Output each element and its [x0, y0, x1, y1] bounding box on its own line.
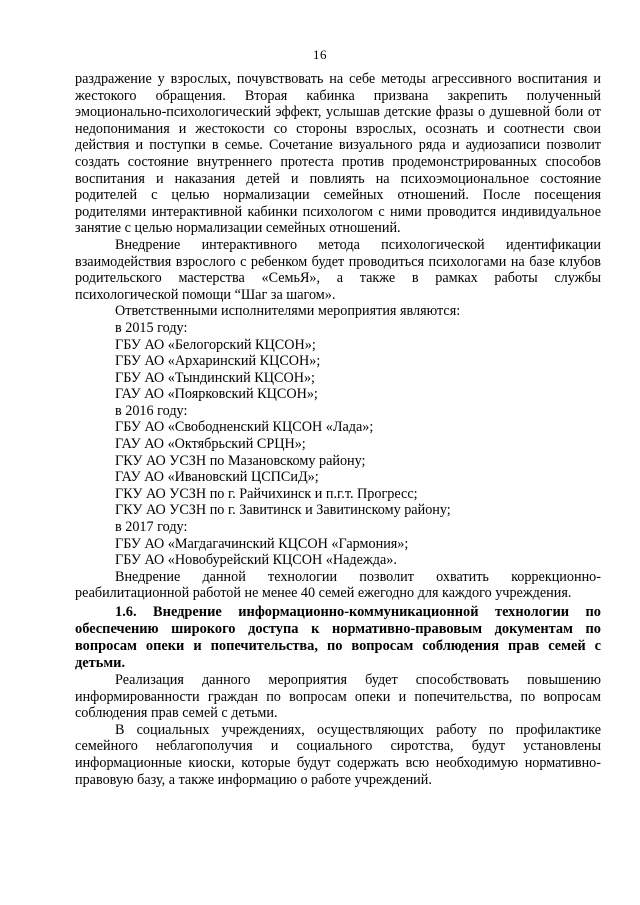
list-item: ГБУ АО «Архаринский КЦСОН»; — [115, 353, 321, 370]
list-item: ГКУ АО УСЗН по Мазановскому району; — [115, 452, 366, 469]
year-block-2017 — [75, 519, 601, 569]
paragraph-method-implementation: Внедрение интерактивного метода психологической идентификации взаимодействия взрослого с ребенком будет проводиться психологами на базе клубов родительского мастерства «СемьЯ», а также в рамках работы службы психологической помощи “Шаг за шагом». — [75, 236, 601, 303]
list-item: ГБУ АО «Белогорский КЦСОН»; — [115, 336, 316, 353]
list-item: ГКУ АО УСЗН по г. Райчихинск и п.г.т. Прогресс; — [115, 485, 418, 502]
paragraph-coverage: Внедрение данной технологии позволит охватить коррекционно-реабилитационной работой не менее 40 семей ежегодно для каждого учреждения. — [75, 568, 601, 602]
paragraph-awareness: Реализация данного мероприятия будет способствовать повышению информированности граждан по вопросам опеки и попечительства, по вопросам соблюдения прав семей с детьми. — [75, 672, 601, 722]
section-heading: 1.6. Внедрение информационно-коммуникационной технологии по обеспечению широкого доступа к нормативно-правовым документам по вопросам опеки и попечительства, по вопросам соблюдения прав семей с детьми. — [75, 604, 601, 671]
list-item: ГБУ АО «Новобурейский КЦСОН «Надежда». — [115, 552, 397, 569]
paragraph-responsible-executors: Ответственными исполнителями мероприятия являются: — [115, 303, 461, 320]
paragraph-info-kiosks: В социальных учреждениях, осуществляющих работу по профилактике семейного неблагополучия и социального сиротства, будут установлены информационные киоски, которые будут содержать всю необходимую нормативно-правовую базу, а также информацию о работе учреждений. — [75, 721, 601, 788]
list-item: ГАУ АО «Ивановский ЦСПСиД»; — [115, 469, 319, 486]
year-label: в 2017 году: — [115, 519, 188, 536]
list-item: ГБУ АО «Тындинский КЦСОН»; — [115, 369, 315, 386]
year-block-2016 — [75, 403, 601, 519]
list-item: ГБУ АО «Магдагачинский КЦСОН «Гармония»; — [115, 535, 409, 552]
list-item: ГБУ АО «Свободненский КЦСОН «Лада»; — [115, 419, 374, 436]
list-item: ГКУ АО УСЗН по г. Завитинск и Завитинскому району; — [115, 502, 451, 519]
year-block-2015 — [75, 320, 601, 403]
page-number: 16 — [313, 47, 327, 62]
paragraph-continuation: раздражение у взрослых, почувствовать на себе методы агрессивного воспитания и жестокого обращения. Вторая кабинка призвана закрепить полученный эмоционально-психологический эффект, услышав детские фразы о душевной боли от недопонимания и жестокости со стороны взрослых, осознать и соотнести свои действия и поступки в семье. Сочетание визуального ряда и аудиозаписи позволит создать состояние внутреннего протеста против продемонстрированных способов воспитания и наказания детей и повлиять на психоэмоциональное состояние родителей с целью нормализации семейных отношений. После посещения родителями интерактивной кабинки психологом с ними проводится индивидуальное занятие с целью нормализации семейных отношений. — [75, 71, 601, 237]
year-label: в 2015 году: — [115, 319, 188, 336]
list-item: ГАУ АО «Октябрьский СРЦН»; — [115, 436, 306, 453]
year-label: в 2016 году: — [115, 402, 188, 419]
list-item: ГАУ АО «Поярковский КЦСОН»; — [115, 386, 318, 403]
page-body — [75, 71, 601, 788]
